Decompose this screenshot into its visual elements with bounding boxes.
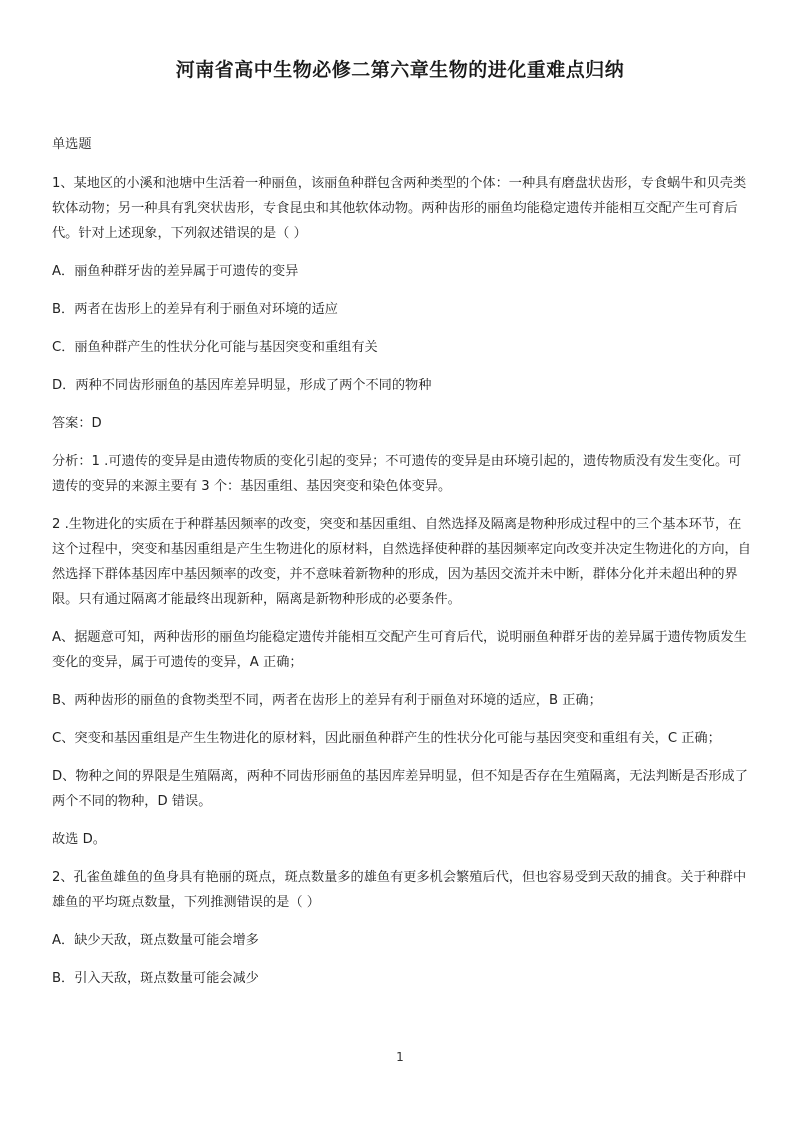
question-1-option-a: A．丽鱼种群牙齿的差异属于可遗传的变异 (52, 264, 299, 279)
question-1-option-d: D．两种不同齿形丽鱼的基因库差异明显，形成了两个不同的物种 (52, 378, 432, 393)
question-2-stem: 2、孔雀鱼雄鱼的鱼身具有艳丽的斑点，斑点数量多的雄鱼有更多机会繁殖后代，但也容易受到天敌的捕食。关于种群中雄鱼的平均斑点数量，下列推测错误的是（ ） (52, 870, 747, 910)
explanation-a: A、据题意可知，两种齿形的丽鱼均能稳定遗传并能相互交配产生可育后代，说明丽鱼种群牙齿的差异属于遗传物质发生变化的变异，属于可遗传的变异，A 正确； (52, 630, 747, 670)
question-2-option-a: A．缺少天敌，斑点数量可能会增多 (52, 933, 259, 948)
question-1-answer: 答案：D (52, 416, 102, 431)
analysis-point-2: 2 .生物进化的实质在于种群基因频率的改变，突变和基因重组、自然选择及隔离是物种形成过程中的三个基本环节，在这个过程中，突变和基因重组是产生生物进化的原材料，自然选择使种群的基因频率定向改变并决定生物进化的方向，自然选择下群体基因库中基因频率的改变，并不意味着新物种的形成，因为基因交流并未中断，群体分化并未超出种的界限。只有通过隔离才能最终出现新种，隔离是新物种形成的必要条件。 (52, 517, 751, 607)
explanation-b: B、两种齿形的丽鱼的食物类型不同，两者在齿形上的差异有利于丽鱼对环境的适应，B 正确； (52, 693, 602, 708)
document-body (52, 132, 752, 1004)
question-1-option-c: C．丽鱼种群产生的性状分化可能与基因突变和重组有关 (52, 340, 378, 355)
question-1-option-b: B．两者在齿形上的差异有利于丽鱼对环境的适应 (52, 302, 338, 317)
question-1-conclusion: 故选 D。 (52, 832, 106, 847)
analysis-point-1: 分析：1 .可遗传的变异是由遗传物质的变化引起的变异；不可遗传的变异是由环境引起的，遗传物质没有发生变化。可遗传的变异的来源主要有 3 个：基因重组、基因突变和染色体变异。 (52, 454, 742, 494)
question-1-stem: 1、某地区的小溪和池塘中生活着一种丽鱼，该丽鱼种群包含两种类型的个体：一种具有磨盘状齿形，专食蜗牛和贝壳类软体动物；另一种具有乳突状齿形，专食昆虫和其他软体动物。两种齿形的丽鱼均能稳定遗传并能相互交配产生可育后代。针对上述现象，下列叙述错误的是（ ） (52, 176, 747, 241)
page-number: 1 (396, 1050, 404, 1064)
section-heading: 单选题 (52, 137, 92, 152)
explanation-c: C、突变和基因重组是产生生物进化的原材料，因此丽鱼种群产生的性状分化可能与基因突变和重组有关，C 正确； (52, 731, 721, 746)
document-title: 河南省高中生物必修二第六章生物的进化重难点归纳 (175, 59, 625, 81)
explanation-d: D、物种之间的界限是生殖隔离，两种不同齿形丽鱼的基因库差异明显，但不知是否存在生殖隔离，无法判断是否形成了两个不同的物种，D 错误。 (52, 769, 748, 809)
question-2-option-b: B．引入天敌，斑点数量可能会减少 (52, 971, 259, 986)
